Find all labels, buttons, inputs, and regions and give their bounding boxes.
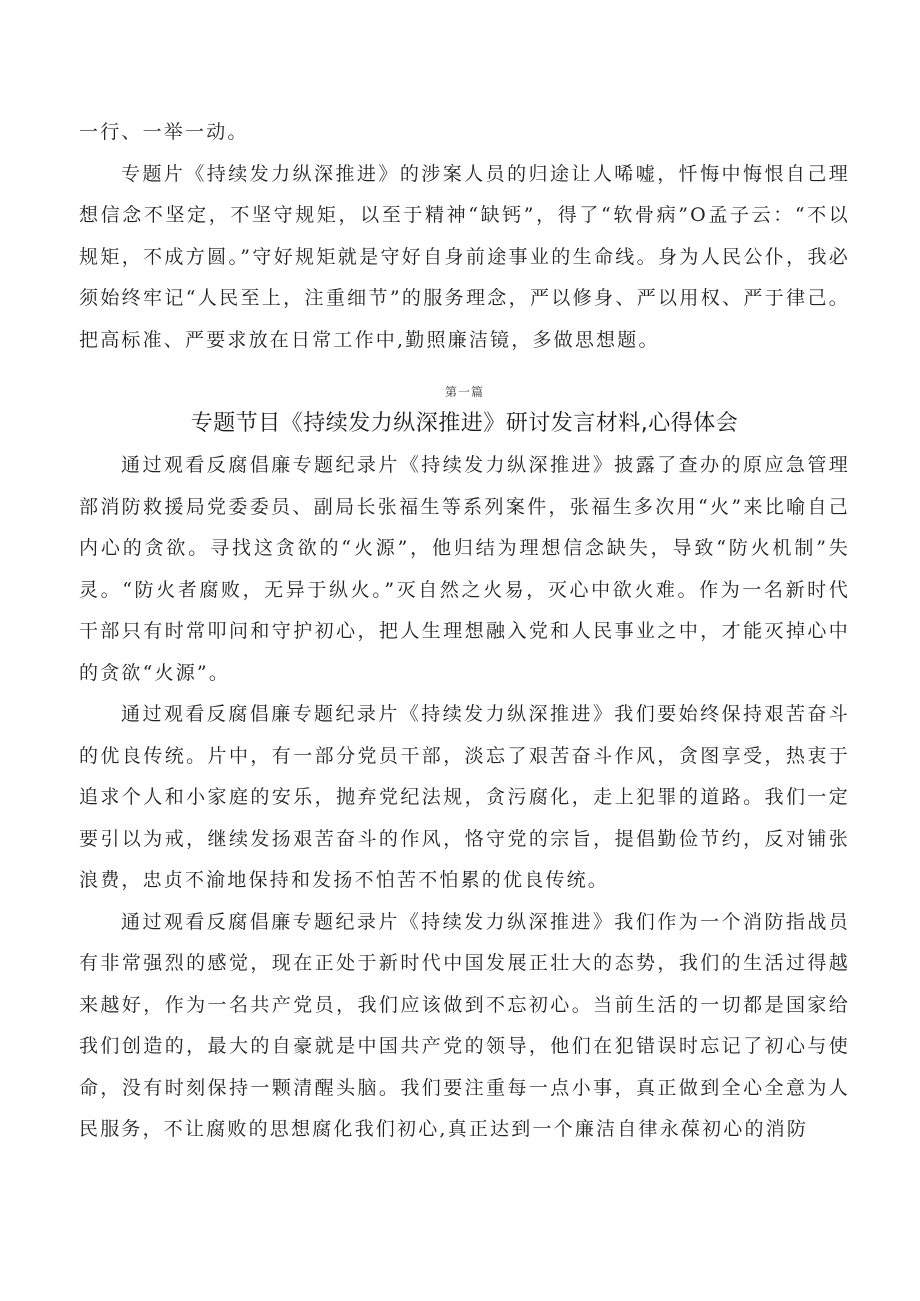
paragraph: 通过观看反腐倡廉专题纪录片《持续发力纵深推进》我们要始终保持艰苦奋斗的优良传统。片中，有一部分党员干部，淡忘了艰苦奋斗作风，贪图享受，热衷于追求个人和小家庭的安乐，抛弃党纪法规，贪污腐化，走上犯罪的道路。我们一定要引以为戒，继续发扬艰苦奋斗的作风，恪守党的宗旨，提倡勤俭节约，反对铺张浪费，忠贞不渝地保持和发扬不怕苦不怕累的优良传统。 (79, 703, 850, 891)
document-page (79, 112, 850, 1151)
section-title: 专题节目《持续发力纵深推进》研讨发言材料,心得体会 (190, 411, 739, 436)
paragraph: 通过观看反腐倡廉专题纪录片《持续发力纵深推进》我们作为一个消防指战员有非常强烈的感觉，现在正处于新时代中国发展正壮大的态势，我们的生活过得越来越好，作为一名共产党员，我们应该做到不忘初心。当前生活的一切都是国家给我们创造的，最大的自豪就是中国共产党的领导，他们在犯错误时忘记了初心与使命，没有时刻保持一颗清醒头脑。我们要注重每一点小事，真正做到全心全意为人民服务，不让腐败的思想腐化我们初心,真正达到一个廉洁自律永葆初心的消防 (79, 910, 850, 1140)
section-label: 第一篇 (444, 385, 484, 399)
paragraph: 专题片《持续发力纵深推进》的涉案人员的归途让人唏嘘，忏悔中悔恨自己理想信念不坚定，不坚守规矩，以至于精神“缺钙”，得了“软骨病”O孟子云：“不以规矩，不成方圆。”守好规矩就是守好自身前途事业的生命线。身为人民公仆，我必须始终牢记“人民至上，注重细节”的服务理念，严以修身、严以用权、严于律己。把高标准、严要求放在日常工作中,勤照廉洁镜，多做思想题。 (79, 162, 850, 351)
paragraph-continuation: 一行、一举一动。 (79, 121, 249, 143)
paragraph: 通过观看反腐倡廉专题纪录片《持续发力纵深推进》披露了查办的原应急管理部消防救援局党委委员、副局长张福生等系列案件，张福生多次用“火”来比喻自己内心的贪欲。寻找这贪欲的“火源”，他归结为理想信念缺失，导致“防火机制”失灵。“防火者腐败，无异于纵火。”灭自然之火易，灭心中欲火难。作为一名新时代干部只有时常叩问和守护初心，把人生理想融入党和人民事业之中，才能灭掉心中的贪欲“火源”。 (79, 454, 850, 684)
